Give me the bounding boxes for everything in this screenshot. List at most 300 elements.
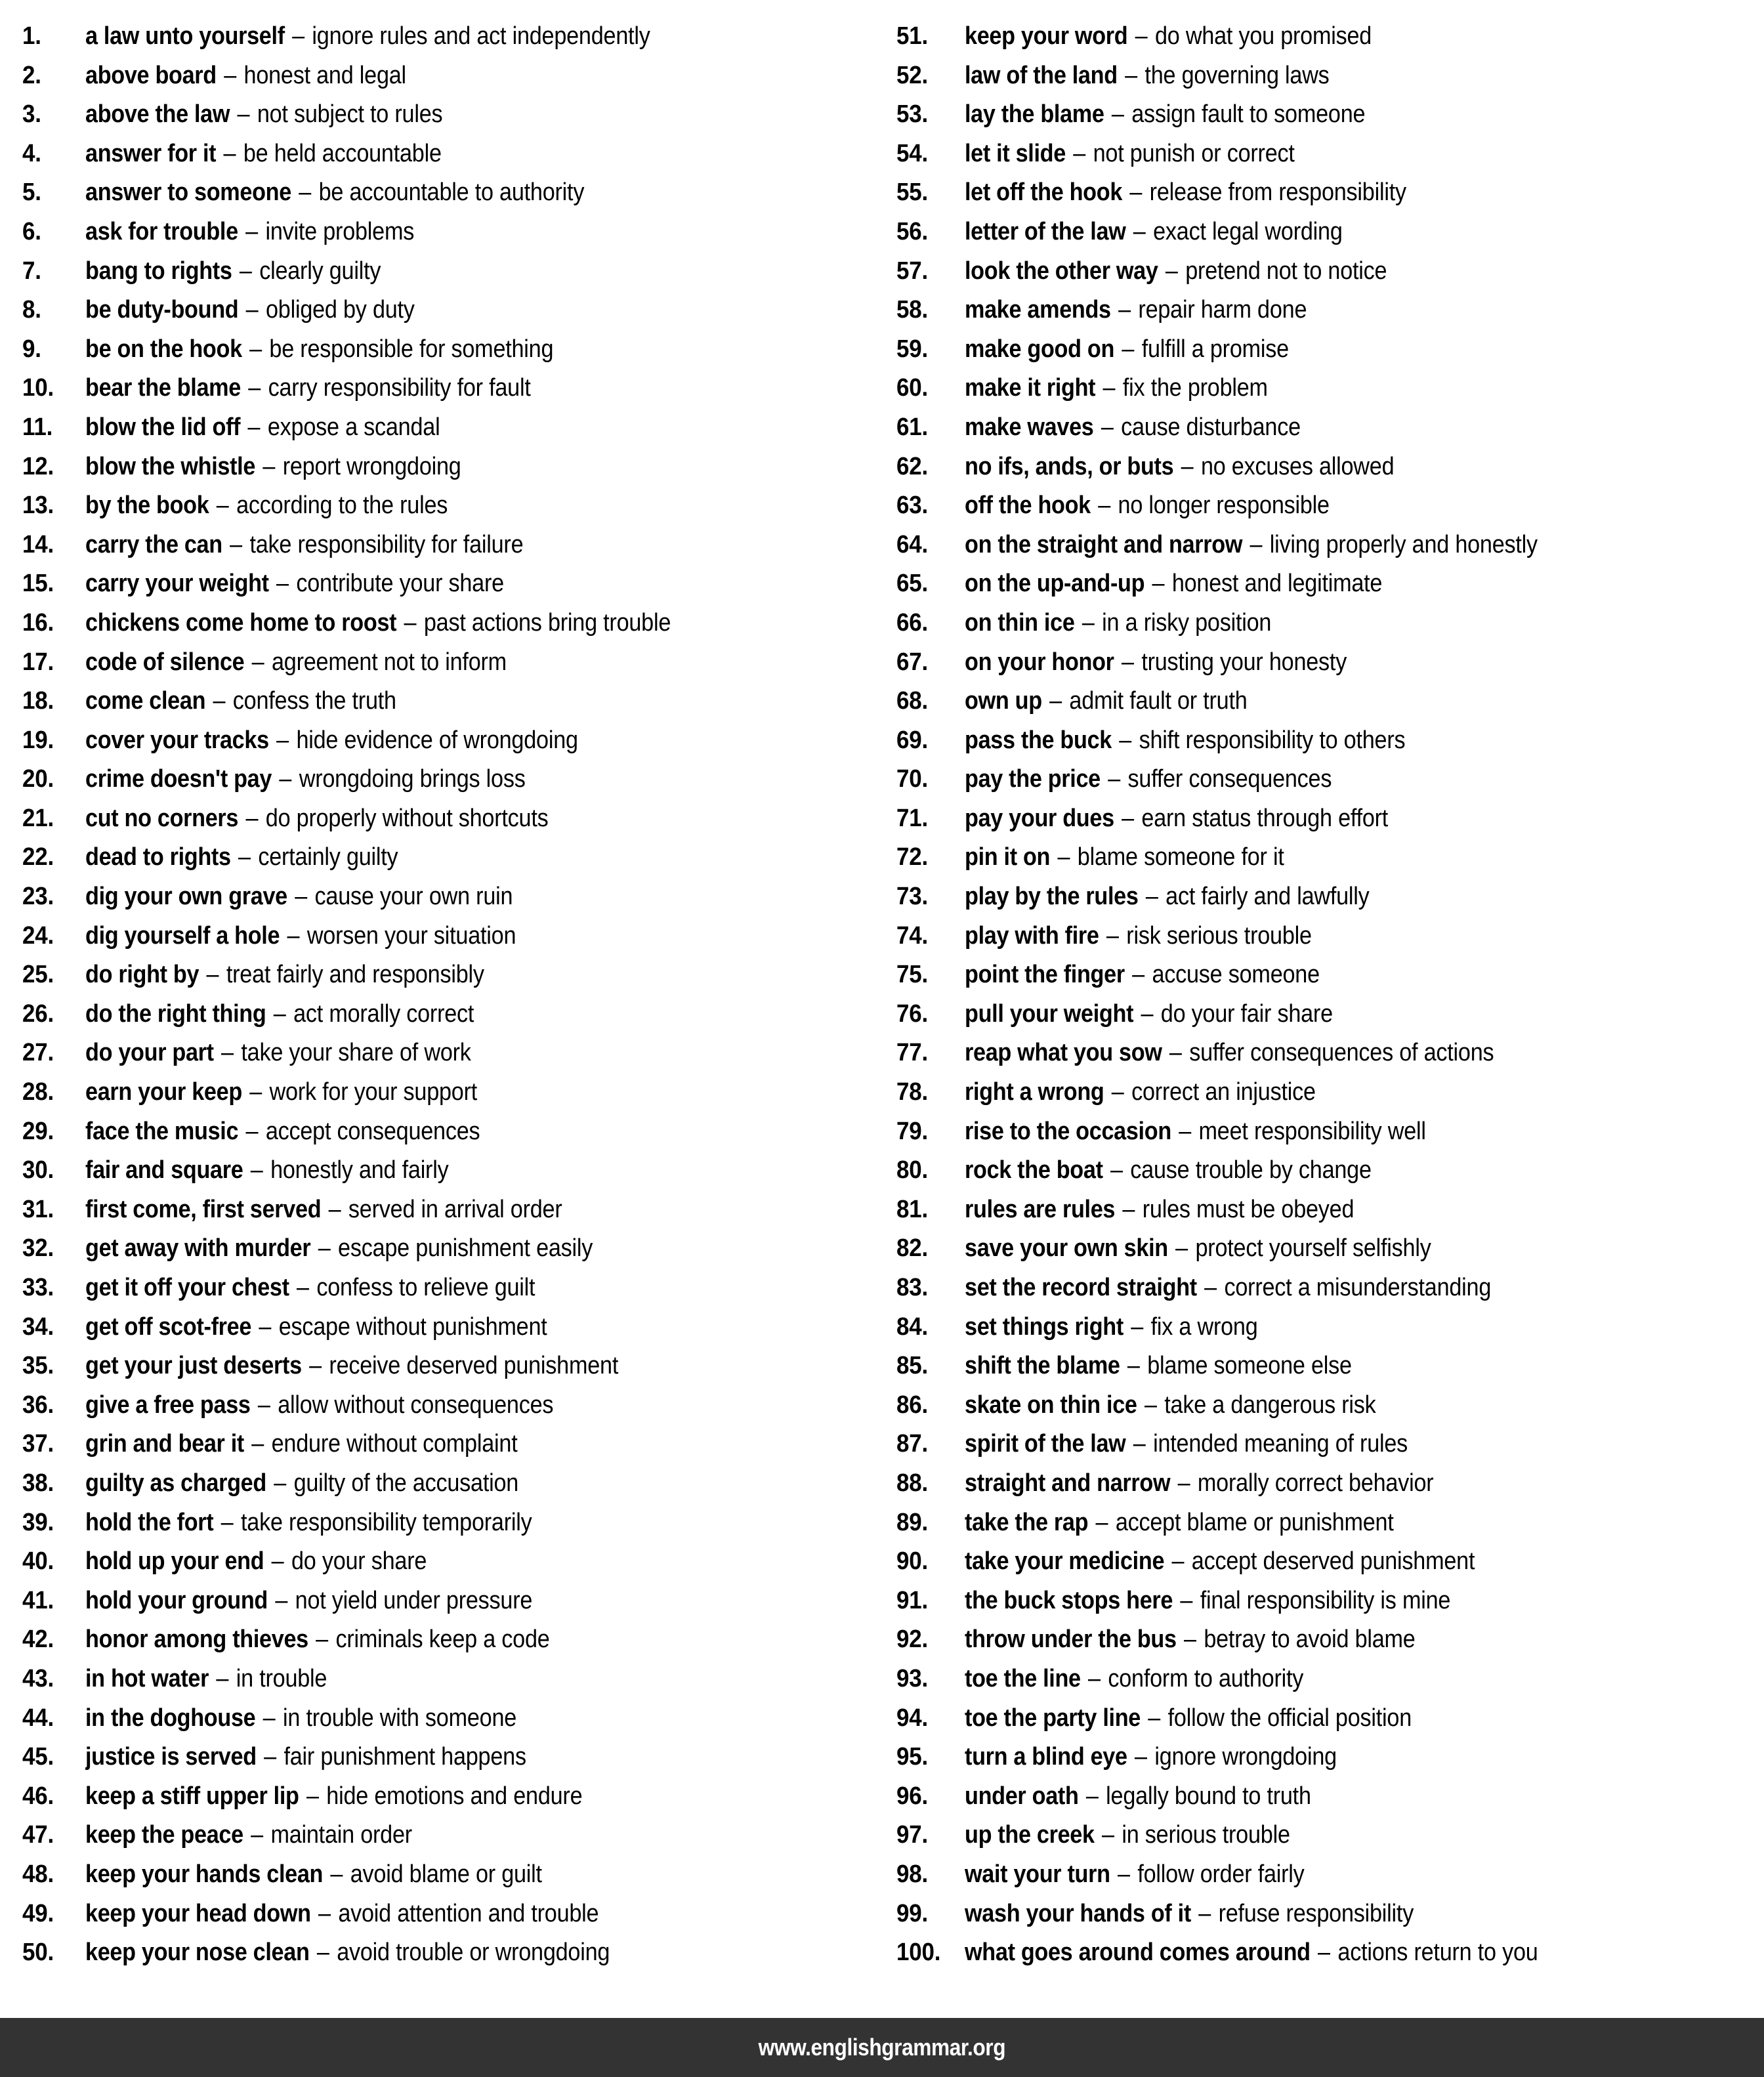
idiom-separator: –: [273, 999, 286, 1028]
idiom-phrase: right a wrong: [965, 1078, 1104, 1106]
idiom-text-wrap: [85, 1425, 517, 1464]
idiom-separator: –: [1184, 1626, 1197, 1654]
idiom-phrase: earn your keep: [85, 1078, 242, 1106]
idiom-entry: [896, 486, 1757, 526]
idiom-phrase: rise to the occasion: [965, 1117, 1171, 1145]
idiom-text-wrap: [965, 252, 1387, 291]
idiom-phrase: spirit of the law: [965, 1430, 1126, 1458]
idiom-separator: –: [237, 100, 250, 129]
idiom-text-wrap: [965, 1777, 1311, 1816]
idiom-phrase: own up: [965, 687, 1042, 715]
idiom-number: 7.: [22, 257, 41, 285]
idiom-body: [965, 604, 1757, 643]
idiom-meaning: in serious trouble: [1122, 1821, 1290, 1849]
idiom-meaning: take responsibility for failure: [249, 530, 524, 558]
idiom-text-wrap: [85, 1190, 562, 1230]
website-url: www.englishgrammar.org: [758, 2034, 1006, 2061]
idiom-number: 56.: [896, 217, 929, 245]
idiom-number: 21.: [22, 804, 54, 832]
idiom-text-wrap: [85, 1229, 593, 1269]
idiom-separator: –: [1095, 1508, 1108, 1536]
idiom-entry: [896, 1151, 1757, 1190]
idiom-body: [965, 330, 1757, 369]
idiom-meaning: expose a scandal: [267, 413, 440, 441]
idiom-separator: –: [1106, 921, 1119, 950]
idiom-number: 33.: [22, 1274, 54, 1301]
idiom-text-wrap: [965, 1425, 1408, 1464]
idiom-body: [85, 135, 875, 174]
idiom-text-wrap: [85, 995, 474, 1034]
idiom-meaning: treat fairly and responsibly: [226, 961, 484, 989]
idiom-meaning: pretend not to notice: [1185, 257, 1387, 285]
idiom-text-wrap: [965, 408, 1301, 448]
idiom-meaning: assign fault to someone: [1131, 100, 1366, 129]
idiom-phrase: in hot water: [85, 1664, 209, 1692]
idiom-entry: [896, 213, 1757, 252]
idiom-phrase: answer for it: [85, 139, 217, 167]
idiom-number: 52.: [896, 61, 929, 89]
idiom-separator: –: [1318, 1939, 1331, 1967]
idiom-body: [965, 1151, 1757, 1190]
idiom-body: [965, 1308, 1757, 1347]
idiom-text-wrap: [965, 917, 1312, 956]
idiom-entry: [896, 291, 1757, 330]
idiom-meaning: hide emotions and endure: [326, 1782, 583, 1810]
idiom-body: [85, 1620, 875, 1660]
idiom-text-wrap: [965, 486, 1330, 526]
idiom-meaning: act fairly and lawfully: [1166, 883, 1370, 911]
idiom-entry: [896, 1190, 1757, 1230]
idiom-phrase: face the music: [85, 1117, 239, 1145]
idiom-phrase: dig yourself a hole: [85, 921, 280, 950]
idiom-separator: –: [245, 296, 259, 324]
idiom-separator: –: [249, 335, 262, 363]
idiom-meaning: obliged by duty: [265, 296, 415, 324]
idiom-separator: –: [206, 961, 219, 989]
idiom-number: 61.: [896, 413, 929, 441]
idiom-body: [85, 1777, 875, 1816]
idiom-meaning: the governing laws: [1144, 61, 1330, 89]
idiom-separator: –: [1204, 1274, 1217, 1301]
idiom-number: 54.: [896, 139, 929, 167]
idiom-phrase: a law unto yourself: [85, 22, 285, 50]
idiom-phrase: above board: [85, 61, 217, 89]
idiom-entry: [22, 1269, 875, 1308]
idiom-body: [965, 526, 1757, 565]
idiom-body: [965, 369, 1757, 408]
idiom-body: [85, 1269, 875, 1308]
idiom-body: [85, 1308, 875, 1347]
idiom-separator: –: [249, 1078, 262, 1106]
idiom-separator: –: [1131, 1312, 1144, 1341]
idiom-entry: [22, 369, 875, 408]
idiom-meaning: not yield under pressure: [295, 1586, 533, 1614]
idiom-separator: –: [1169, 1039, 1182, 1067]
idiom-number: 59.: [896, 335, 929, 363]
idiom-body: [965, 56, 1757, 96]
idiom-text-wrap: [85, 1151, 448, 1190]
idiom-separator: –: [309, 1352, 322, 1380]
idiom-body: [85, 56, 875, 96]
idiom-separator: –: [276, 726, 289, 754]
idiom-phrase: what goes around comes around: [965, 1939, 1311, 1967]
idiom-phrase: hold the fort: [85, 1508, 214, 1536]
idiom-entry: [22, 799, 875, 839]
idiom-entry: [896, 56, 1757, 96]
idiom-text-wrap: [85, 760, 526, 799]
idiom-text-wrap: [85, 135, 442, 174]
idiom-phrase: straight and narrow: [965, 1469, 1171, 1497]
idiom-meaning: refuse responsibility: [1218, 1899, 1414, 1927]
idiom-phrase: pin it on: [965, 843, 1051, 871]
idiom-body: [85, 173, 875, 213]
idiom-separator: –: [1098, 492, 1111, 520]
idiom-phrase: get off scot-free: [85, 1312, 252, 1341]
idiom-entry: [896, 1347, 1757, 1386]
idiom-text-wrap: [965, 173, 1406, 213]
idiom-meaning: earn status through effort: [1141, 804, 1389, 832]
idiom-text-wrap: [85, 526, 523, 565]
idiom-meaning: take your share of work: [241, 1039, 471, 1067]
idiom-text-wrap: [85, 1855, 542, 1895]
idiom-text-wrap: [965, 721, 1405, 761]
idiom-phrase: come clean: [85, 687, 206, 715]
idiom-text-wrap: [965, 799, 1388, 839]
idiom-text-wrap: [965, 564, 1382, 604]
idiom-meaning: allow without consequences: [278, 1391, 554, 1419]
idiom-meaning: according to the rules: [236, 492, 448, 520]
idiom-entry: [22, 252, 875, 291]
idiom-phrase: carry the can: [85, 530, 222, 558]
idiom-entry: [22, 682, 875, 721]
idiom-separator: –: [318, 1899, 331, 1927]
footer-bar: [0, 2018, 1764, 2077]
idiom-number: 26.: [22, 999, 54, 1028]
idiom-text-wrap: [85, 1386, 553, 1425]
idiom-number: 92.: [896, 1626, 929, 1654]
idiom-text-wrap: [965, 330, 1289, 369]
idiom-separator: –: [230, 530, 243, 558]
idiom-phrase: no ifs, ands, or buts: [965, 452, 1174, 480]
idiom-meaning: work for your support: [269, 1078, 478, 1106]
idiom-body: [85, 408, 875, 448]
idiom-number: 38.: [22, 1469, 54, 1497]
idiom-meaning: take a dangerous risk: [1164, 1391, 1376, 1419]
idiom-body: [85, 838, 875, 877]
idiom-body: [965, 721, 1757, 761]
idiom-phrase: on the straight and narrow: [965, 530, 1243, 558]
idiom-phrase: off the hook: [965, 492, 1091, 520]
idiom-number: 36.: [22, 1391, 54, 1419]
idiom-body: [965, 1777, 1757, 1816]
idiom-meaning: be held accountable: [243, 139, 442, 167]
idiom-entry: [22, 1464, 875, 1503]
idiom-entry: [22, 56, 875, 96]
idiom-meaning: escape punishment easily: [338, 1234, 593, 1263]
idiom-meaning: honestly and fairly: [270, 1156, 449, 1185]
idiom-phrase: set the record straight: [965, 1274, 1197, 1301]
idiom-meaning: suffer consequences: [1127, 765, 1332, 793]
idiom-entry: [896, 408, 1757, 448]
idiom-meaning: avoid blame or guilt: [350, 1860, 542, 1888]
idiom-meaning: release from responsibility: [1149, 178, 1406, 207]
idiom-body: [85, 1386, 875, 1425]
idiom-body: [85, 291, 875, 330]
idiom-text-wrap: [85, 564, 504, 604]
idiom-body: [85, 1503, 875, 1543]
idiom-meaning: certainly guilty: [258, 843, 398, 871]
idiom-text-wrap: [85, 1542, 427, 1582]
idiom-meaning: blame someone else: [1147, 1352, 1352, 1380]
idiom-number: 97.: [896, 1821, 929, 1849]
idiom-text-wrap: [85, 291, 415, 330]
idiom-body: [85, 604, 875, 643]
idiom-entry: [22, 1738, 875, 1777]
idiom-text-wrap: [85, 1816, 412, 1855]
idiom-number: 62.: [896, 452, 929, 480]
idiom-text-wrap: [965, 682, 1248, 721]
idiom-entry: [896, 369, 1757, 408]
idiom-text-wrap: [85, 448, 461, 487]
idiom-body: [965, 1425, 1757, 1464]
idiom-entry: [22, 213, 875, 252]
idiom-body: [85, 252, 875, 291]
idiom-body: [85, 1660, 875, 1699]
idiom-body: [85, 1190, 875, 1230]
idiom-entry: [896, 995, 1757, 1034]
idiom-meaning: correct an injustice: [1131, 1078, 1316, 1106]
idiom-phrase: by the book: [85, 492, 209, 520]
idiom-separator: –: [1102, 1821, 1115, 1849]
idiom-number: 41.: [22, 1586, 54, 1614]
idiom-meaning: cause disturbance: [1121, 413, 1301, 441]
idiom-text-wrap: [85, 95, 442, 135]
idiom-entry: [22, 995, 875, 1034]
idiom-entry: [896, 760, 1757, 799]
idiom-text-wrap: [965, 1073, 1316, 1112]
idiom-separator: –: [330, 1860, 343, 1888]
idiom-entry: [896, 1386, 1757, 1425]
idiom-body: [965, 1112, 1757, 1152]
idiom-number: 6.: [22, 217, 41, 245]
idiom-meaning: clearly guilty: [259, 257, 381, 285]
idiom-phrase: toe the party line: [965, 1704, 1141, 1732]
idiom-phrase: on the up-and-up: [965, 570, 1145, 598]
idiom-separator: –: [306, 1782, 319, 1810]
idiom-separator: –: [1102, 374, 1116, 402]
idiom-entry: [896, 1777, 1757, 1816]
idiom-text-wrap: [965, 135, 1295, 174]
idiom-entry: [896, 955, 1757, 995]
idiom-text-wrap: [85, 1073, 477, 1112]
idiom-number: 35.: [22, 1352, 54, 1380]
idiom-phrase: answer to someone: [85, 178, 291, 207]
idiom-separator: –: [259, 1312, 272, 1341]
idiom-phrase: lay the blame: [965, 100, 1104, 129]
idiom-number: 86.: [896, 1391, 929, 1419]
idiom-meaning: past actions bring trouble: [423, 608, 671, 637]
idiom-entry: [896, 1895, 1757, 1934]
idiom-number: 1.: [22, 22, 41, 50]
idiom-phrase: guilty as charged: [85, 1469, 266, 1497]
idiom-text-wrap: [85, 1308, 547, 1347]
idiom-number: 76.: [896, 999, 929, 1028]
idiom-entry: [22, 1855, 875, 1895]
idiom-body: [965, 448, 1757, 487]
idiom-entry: [22, 917, 875, 956]
idiom-number: 58.: [896, 296, 929, 324]
idiom-entry: [896, 1660, 1757, 1699]
idiom-meaning: suffer consequences of actions: [1189, 1039, 1494, 1067]
idiom-entry: [22, 1034, 875, 1073]
idiom-separator: –: [287, 921, 300, 950]
idiom-separator: –: [316, 1626, 329, 1654]
idiom-meaning: protect yourself selfishly: [1195, 1234, 1431, 1263]
idiom-number: 40.: [22, 1547, 54, 1576]
idiom-text-wrap: [965, 526, 1538, 565]
idiom-entry: [22, 1777, 875, 1816]
idiom-entry: [22, 1308, 875, 1347]
idiom-entry: [22, 17, 875, 56]
idiom-entry: [896, 1816, 1757, 1855]
idiom-meaning: report wrongdoing: [282, 452, 461, 480]
idiom-text-wrap: [85, 604, 671, 643]
idiom-text-wrap: [85, 955, 484, 995]
idiom-number: 94.: [896, 1704, 929, 1732]
idiom-phrase: pay the price: [965, 765, 1101, 793]
idiom-body: [965, 1699, 1757, 1738]
idiom-separator: –: [1175, 1234, 1188, 1263]
idiom-entry: [22, 643, 875, 682]
idiom-separator: –: [224, 61, 237, 89]
idiom-phrase: cut no corners: [85, 804, 239, 832]
idiom-entry: [896, 643, 1757, 682]
idiom-body: [85, 1582, 875, 1621]
idiom-text-wrap: [85, 643, 507, 682]
idiom-entry: [22, 1151, 875, 1190]
idiom-body: [965, 995, 1757, 1034]
idiom-separator: –: [245, 804, 259, 832]
idiom-phrase: wash your hands of it: [965, 1899, 1191, 1927]
idiom-body: [965, 213, 1757, 252]
idiom-phrase: pass the buck: [965, 726, 1112, 754]
idiom-number: 78.: [896, 1078, 929, 1106]
idiom-text-wrap: [85, 369, 531, 408]
idiom-separator: –: [1108, 765, 1121, 793]
idiom-phrase: under oath: [965, 1782, 1079, 1810]
idiom-number: 79.: [896, 1117, 929, 1145]
idiom-body: [965, 17, 1757, 56]
idiom-separator: –: [1133, 217, 1146, 245]
idiom-separator: –: [404, 608, 417, 637]
idiom-text-wrap: [965, 1582, 1450, 1621]
idiom-phrase: law of the land: [965, 61, 1118, 89]
idiom-number: 24.: [22, 921, 54, 950]
idiom-entry: [22, 291, 875, 330]
idiom-text-wrap: [965, 760, 1332, 799]
idiom-separator: –: [216, 1664, 229, 1692]
idiom-entry: [896, 1699, 1757, 1738]
idiom-meaning: not punish or correct: [1093, 139, 1295, 167]
idiom-number: 44.: [22, 1704, 54, 1732]
idiom-meaning: risk serious trouble: [1126, 921, 1312, 950]
idiom-separator: –: [251, 648, 264, 676]
idiom-body: [85, 1738, 875, 1777]
idiom-meaning: fix a wrong: [1150, 1312, 1258, 1341]
idiom-meaning: accept consequences: [265, 1117, 480, 1145]
idiom-phrase: do your part: [85, 1039, 214, 1067]
idiom-entry: [896, 1620, 1757, 1660]
idiom-number: 93.: [896, 1664, 929, 1692]
idiom-meaning: repair harm done: [1138, 296, 1307, 324]
idiom-separator: –: [328, 1195, 341, 1223]
idiom-number: 37.: [22, 1430, 54, 1458]
idiom-body: [85, 526, 875, 565]
idiom-meaning: in a risky position: [1102, 608, 1272, 637]
idiom-entry: [896, 173, 1757, 213]
idiom-separator: –: [1165, 257, 1178, 285]
idiom-number: 13.: [22, 492, 54, 520]
idiom-text-wrap: [85, 213, 414, 252]
idiom-entry: [22, 95, 875, 135]
idiom-separator: –: [1132, 961, 1145, 989]
idiom-number: 70.: [896, 765, 929, 793]
idiom-number: 95.: [896, 1743, 929, 1771]
idiom-phrase: make it right: [965, 374, 1096, 402]
idiom-phrase: let off the hook: [965, 178, 1123, 207]
idiom-entry: [22, 604, 875, 643]
idiom-number: 69.: [896, 726, 929, 754]
idiom-phrase: ask for trouble: [85, 217, 238, 245]
idiom-meaning: living properly and honestly: [1269, 530, 1538, 558]
idiom-number: 5.: [22, 178, 41, 207]
idiom-number: 32.: [22, 1234, 54, 1263]
idiom-number: 20.: [22, 765, 54, 793]
idiom-phrase: make waves: [965, 413, 1094, 441]
idiom-body: [85, 213, 875, 252]
idiom-body: [85, 955, 875, 995]
idiom-body: [85, 877, 875, 917]
idiom-number: 65.: [896, 570, 929, 598]
idiom-text-wrap: [965, 1542, 1475, 1582]
idiom-body: [965, 1855, 1757, 1895]
idiom-entry: [896, 1269, 1757, 1308]
idiom-entry: [896, 1582, 1757, 1621]
idiom-body: [85, 1816, 875, 1855]
idiom-number: 3.: [22, 100, 41, 129]
idiom-entry: [896, 604, 1757, 643]
idiom-number: 42.: [22, 1626, 54, 1654]
idiom-meaning: honest and legal: [243, 61, 406, 89]
idiom-phrase: on your honor: [965, 648, 1114, 676]
idiom-number: 91.: [896, 1586, 929, 1614]
idiom-body: [965, 682, 1757, 721]
idiom-body: [965, 799, 1757, 839]
idiom-meaning: confess to relieve guilt: [316, 1274, 536, 1301]
idiom-entry: [896, 17, 1757, 56]
idiom-body: [965, 291, 1757, 330]
idiom-separator: –: [1088, 1664, 1101, 1692]
idiom-body: [85, 564, 875, 604]
idiom-separator: –: [1119, 726, 1132, 754]
idiom-meaning: avoid attention and trouble: [338, 1899, 599, 1927]
idiom-number: 11.: [22, 413, 53, 441]
idiom-number: 53.: [896, 100, 929, 129]
idiom-number: 74.: [896, 921, 929, 950]
idiom-number: 87.: [896, 1430, 929, 1458]
idiom-number: 99.: [896, 1899, 929, 1927]
idiom-entry: [22, 721, 875, 761]
